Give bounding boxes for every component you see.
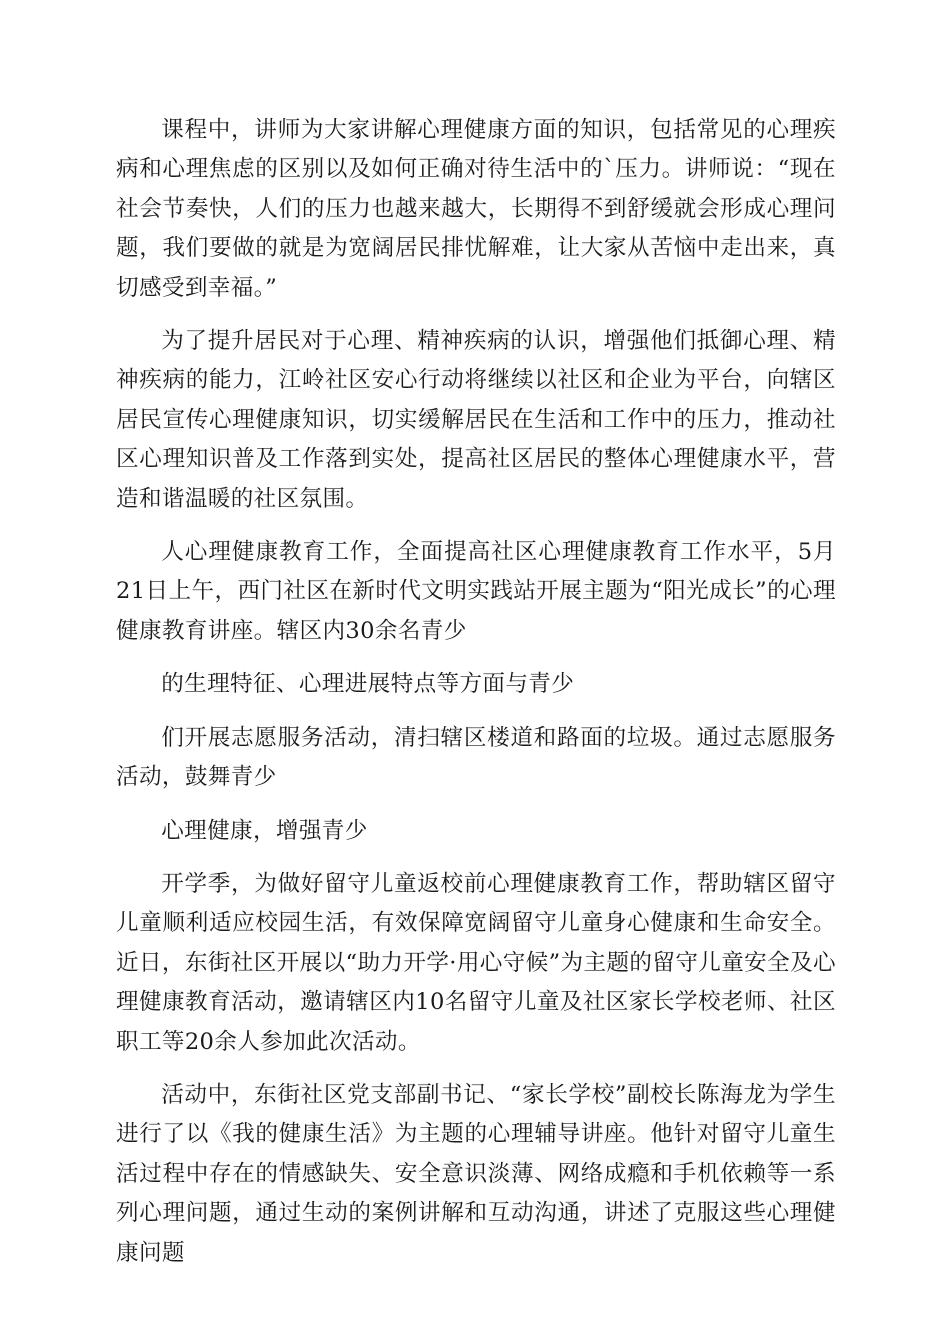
paragraph-lecture-content: 课程中，讲师为大家讲解心理健康方面的知识，包括常见的心理疾病和心理焦虑的区别以及如何正确对待生活中的`压力。讲师说：“现在社会节奏快，人们的压力也越来越大，长期得不到舒缓就会形成心理问题，我们要做的就是为宽阔居民排忧解难，让大家从苦恼中走出来，真切感受到幸福。” xyxy=(116,117,836,301)
paragraph-activity: 活动中，东街社区党支部副书记、“家长学校”副校长陈海龙为学生进行了以《我的健康生活》为主题的心理辅导讲座。他针对留守儿童生活过程中存在的情感缺失、安全意识淡薄、网络成瘾和手机依赖等一系列心理问题，通过生动的案例讲解和互动沟通，讲述了克服这些心理健康问题 xyxy=(116,1081,836,1266)
paragraph-school-season: 开学季，为做好留守儿童返校前心理健康教育工作，帮助辖区留守儿童顺利适应校园生活，有效保障宽阔留守儿童身心健康和生命安全。近日，东街社区开展以“助力开学·用心守候”为主题的留守儿童安全及心理健康教育活动，邀请辖区内10名留守儿童及社区家长学校老师、社区职工等20余人参加此次活动。 xyxy=(116,870,836,1055)
paragraph-volunteer: 们开展志愿服务活动，清扫辖区楼道和路面的垃圾。通过志愿服务活动，鼓舞青少 xyxy=(116,724,836,791)
paragraph-awareness: 为了提升居民对于心理、精神疾病的认识，增强他们抵御心理、精神疾病的能力，江岭社区安心行动将继续以社区和企业为平台，向辖区居民宣传心理健康知识，切实缓解居民在生活和工作中的压力，推动社区心理知识普及工作落到实处，提高社区居民的整体心理健康水平，营造和谐温暖的社区氛围。 xyxy=(116,328,836,512)
paragraph-youth-lecture: 人心理健康教育工作，全面提高社区心理健康教育工作水平，5月21日上午，西门社区在新时代文明实践站开展主题为“阳光成长”的心理健康教育讲座。辖区内30余名青少 xyxy=(116,539,836,644)
paragraph-fragment-physiology: 的生理特征、心理进展特点等方面与青少 xyxy=(161,671,575,698)
paragraph-fragment-health: 心理健康，增强青少 xyxy=(161,817,368,844)
document-body xyxy=(116,111,836,1287)
